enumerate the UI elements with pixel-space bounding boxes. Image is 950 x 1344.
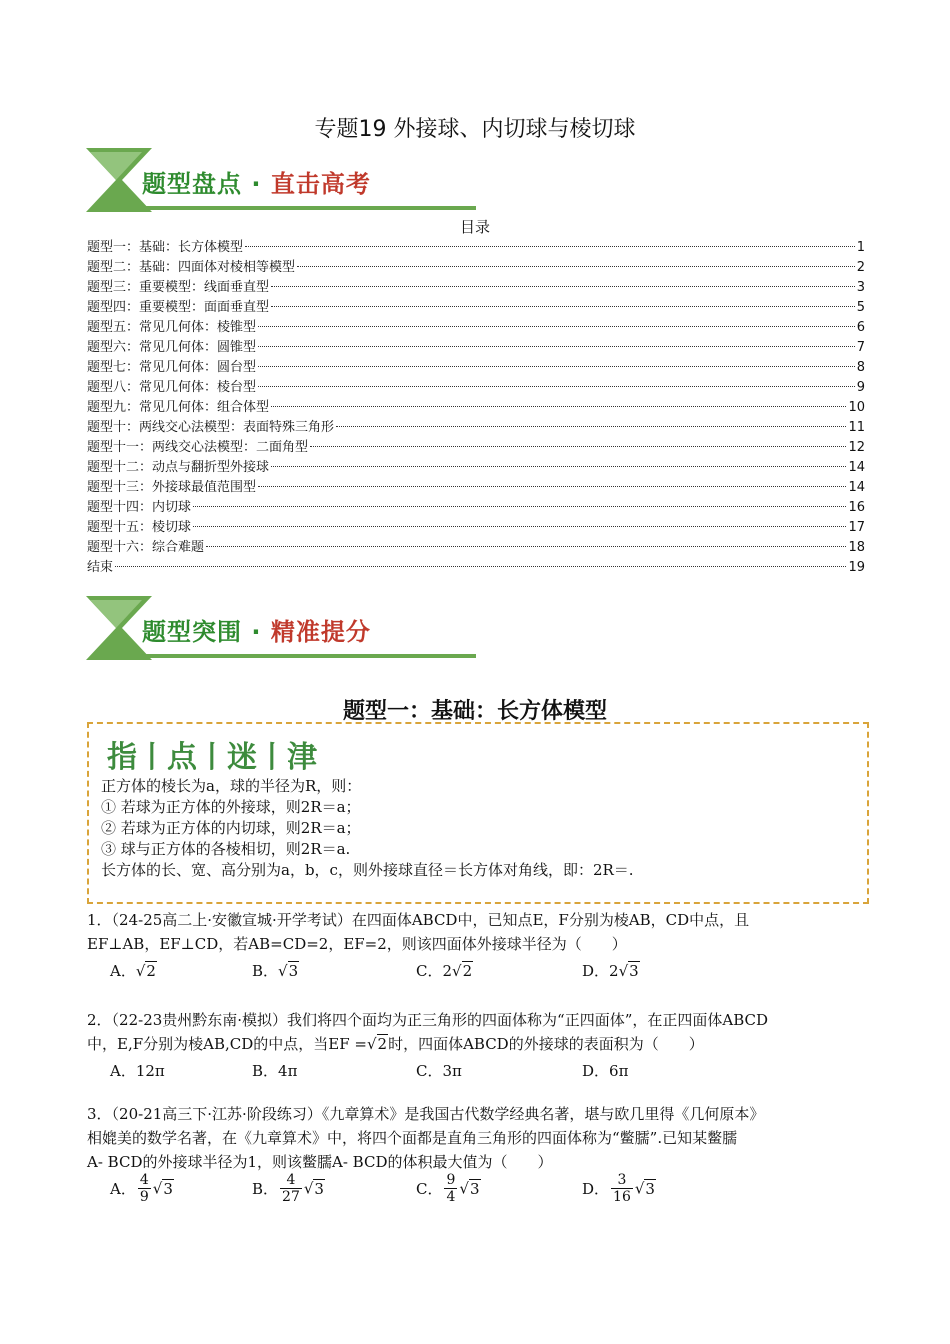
toc-item-label: 题型十六：综合难题 (87, 540, 205, 555)
toc-item-label: 题型十三：外接球最值范围型 (87, 480, 257, 495)
option-b[interactable] (252, 960, 299, 981)
toc-item-label: 题型五：常见几何体：棱锥型 (87, 320, 257, 335)
toc-leader-dots (258, 366, 855, 367)
option-key: A． (110, 1180, 136, 1198)
sqrt-symbol: √ (634, 1179, 645, 1198)
toc-leader-dots (206, 546, 846, 547)
banner-text-part1: 题型盘点 (142, 170, 242, 198)
toc-item[interactable] (87, 336, 865, 356)
tip-line: ③ 球与正方体的各棱相切，则2R＝a. (101, 840, 351, 858)
toc-item-page: 1 (856, 240, 865, 255)
sqrt-symbol: √ (278, 962, 288, 980)
option-value: 4π (278, 1062, 298, 1080)
question-3 (87, 1102, 867, 1174)
toc-leader-dots (193, 526, 846, 527)
banner-text-part1: 题型突围 (142, 618, 242, 646)
toc-leader-dots (115, 566, 846, 567)
toc-leader-dots (271, 286, 855, 287)
toc-item-page: 16 (848, 500, 865, 515)
toc-leader-dots (310, 446, 846, 447)
question-text-part: 中，E,F分别为棱AB,CD的中点，当EF = (87, 1035, 367, 1053)
toc-item[interactable] (87, 376, 865, 396)
toc-item[interactable] (87, 436, 865, 456)
sqrt-symbol: √ (618, 962, 629, 980)
toc-item-page: 8 (856, 360, 865, 375)
tip-line: ② 若球为正方体的内切球，则2R＝a； (101, 819, 361, 837)
toc-item[interactable] (87, 556, 865, 576)
question-text: 1．（24-25高二上·安徽宣城·开学考试）在四面体ABCD中，已知点E，F分别为棱AB，CD中点，且 (87, 911, 750, 929)
toc-item-page: 6 (856, 320, 865, 335)
toc-item[interactable] (87, 456, 865, 476)
toc-leader-dots (297, 266, 855, 267)
toc-item-label: 题型七：常见几何体：圆台型 (87, 360, 257, 375)
toc-item-page: 17 (848, 520, 865, 535)
fraction (280, 1172, 302, 1205)
option-c[interactable] (416, 1172, 481, 1205)
toc-item-page: 2 (856, 260, 865, 275)
option-key: A． (110, 962, 136, 980)
toc-item-label: 题型六：常见几何体：圆锥型 (87, 340, 257, 355)
banner-text-part2: 直击高考 (270, 170, 371, 198)
option-d[interactable] (582, 1060, 628, 1081)
toc-item-page: 10 (848, 400, 865, 415)
sqrt-symbol: √ (135, 962, 146, 980)
option-c[interactable] (416, 960, 473, 981)
option-coef: 2 (609, 962, 619, 980)
toc-item-page: 3 (856, 280, 865, 295)
numerator: 4 (139, 1172, 149, 1188)
option-key: C． (416, 962, 443, 980)
option-b[interactable] (252, 1060, 297, 1081)
banner-text-part2: 精准提分 (270, 618, 371, 646)
toc-item-label: 题型十五：棱切球 (87, 520, 192, 535)
sqrt-symbol: √ (152, 1179, 163, 1198)
toc-item-page: 12 (848, 440, 865, 455)
radicand: 3 (629, 962, 639, 980)
fraction (444, 1172, 457, 1205)
question-text (87, 1032, 867, 1056)
denominator: 27 (282, 1189, 300, 1205)
question-2-options (110, 1060, 810, 1090)
question-text-part: 时，四面体ABCD的外接球的表面积为（ ） (388, 1035, 704, 1053)
denominator: 4 (446, 1189, 456, 1205)
option-value: 3π (442, 1062, 462, 1080)
sqrt-symbol: √ (459, 1179, 469, 1198)
radicand: 3 (314, 1179, 324, 1198)
section-title: 题型一：基础：长方体模型 (342, 699, 607, 724)
toc-item-page: 5 (856, 300, 865, 315)
toc-item[interactable] (87, 256, 865, 276)
option-d[interactable] (582, 1172, 656, 1205)
toc-item[interactable] (87, 496, 865, 516)
radicand: 3 (645, 1179, 655, 1198)
radicand: 3 (469, 1179, 480, 1198)
denominator: 9 (139, 1189, 149, 1205)
toc-item[interactable] (87, 416, 865, 436)
page-title: 专题19 外接球、内切球与棱切球 (314, 117, 636, 142)
toc-item-label: 结束 (87, 560, 114, 575)
toc-item[interactable] (87, 236, 865, 256)
option-coef: 2 (442, 962, 453, 980)
toc-item-label: 题型十二：动点与翻折型外接球 (87, 460, 270, 475)
question-1 (87, 908, 867, 956)
toc-item[interactable] (87, 516, 865, 536)
toc-item-label: 题型十一：两线交心法模型：二面角型 (87, 440, 309, 455)
section-banner-practice (86, 596, 476, 660)
option-key: A． (110, 1062, 136, 1080)
question-text: 2．（22-23贵州黔东南·模拟）我们将四个面均为正三角形的四面体称为“正四面体”，在正四面体ABCD (87, 1011, 769, 1029)
question-text: A- BCD的外接球半径为1，则该鳖臑A- BCD的体积最大值为（ ） (87, 1153, 553, 1171)
tips-box (87, 722, 869, 904)
toc-item-page: 7 (856, 340, 865, 355)
question-2 (87, 1008, 867, 1056)
fraction (611, 1172, 633, 1205)
option-key: D． (582, 1180, 610, 1198)
numerator: 4 (280, 1172, 302, 1189)
toc-item[interactable] (87, 296, 865, 316)
option-key: D． (582, 1062, 610, 1080)
option-c[interactable] (416, 1060, 462, 1081)
question-1-options (110, 960, 810, 990)
tip-line: 长方体的长、宽、高分别为a，b，c，则外接球直径＝长方体对角线，即：2R＝. (101, 861, 634, 879)
toc-item[interactable] (87, 316, 865, 336)
option-key: B． (252, 1062, 279, 1080)
fraction (138, 1172, 151, 1205)
option-value: 12π (135, 1062, 165, 1080)
option-key: C． (416, 1180, 443, 1198)
toc-heading: 目录 (459, 218, 490, 236)
question-3-options (110, 1172, 810, 1216)
toc-item-page: 14 (848, 460, 865, 475)
toc-leader-dots (336, 426, 846, 427)
toc-leader-dots (258, 326, 855, 327)
denominator: 16 (613, 1189, 631, 1205)
toc-item-label: 题型一：基础：长方体模型 (87, 240, 244, 255)
option-d[interactable] (582, 960, 640, 981)
tips-lines (101, 776, 634, 881)
option-a[interactable] (110, 1060, 165, 1081)
toc-item-label: 题型十：两线交心法模型：表面特殊三角形 (87, 420, 335, 435)
radicand: 2 (462, 962, 473, 980)
toc-leader-dots (258, 486, 846, 487)
toc-item[interactable] (87, 476, 865, 496)
option-a[interactable] (110, 1172, 174, 1205)
tip-line: ① 若球为正方体的外接球，则2R＝a； (101, 798, 361, 816)
banner-text-dot: · (251, 170, 262, 198)
question-text: EF⊥AB，EF⊥CD，若AB=CD=2，EF=2，则该四面体外接球半径为（ ） (87, 935, 627, 953)
option-value: 6π (609, 1062, 629, 1080)
numerator: 9 (446, 1172, 456, 1188)
toc-item-label: 题型三：重要模型：线面垂直型 (87, 280, 270, 295)
toc-item[interactable] (87, 276, 865, 296)
toc-item[interactable] (87, 536, 865, 556)
toc-item-page: 18 (848, 540, 865, 555)
sqrt-symbol: √ (452, 962, 462, 980)
section-banner-overview (86, 148, 476, 212)
radicand: 2 (146, 962, 156, 980)
option-key: B． (252, 962, 279, 980)
toc-leader-dots (271, 406, 846, 407)
option-key: D． (582, 962, 610, 980)
toc-item-label: 题型十四：内切球 (87, 500, 192, 515)
banner-text (142, 164, 371, 199)
toc-leader-dots (245, 246, 855, 247)
sqrt-symbol: √ (303, 1179, 314, 1198)
option-key: C． (416, 1062, 443, 1080)
toc-item-page: 14 (848, 480, 865, 495)
option-b[interactable] (252, 1172, 325, 1205)
question-text: 3．（20-21高三下·江苏·阶段练习）《九章算术》是我国古代数学经典名著，堪与欧几里得《几何原本》 (87, 1105, 765, 1123)
banner-text (142, 612, 371, 647)
toc-leader-dots (193, 506, 846, 507)
toc-leader-dots (271, 306, 855, 307)
question-text: 相媲美的数学名著，在《九章算术》中，将四个面都是直角三角形的四面体称为“鳖臑”.已知某鳖臑 (87, 1129, 738, 1147)
toc-item[interactable] (87, 396, 865, 416)
toc-item[interactable] (87, 356, 865, 376)
toc-item-page: 9 (856, 380, 865, 395)
numerator: 3 (611, 1172, 633, 1189)
toc-item-label: 题型九：常见几何体：组合体型 (87, 400, 270, 415)
radicand: 3 (163, 1179, 173, 1198)
tip-line: 正方体的棱长为a，球的半径为R，则： (101, 777, 362, 795)
toc-item-label: 题型二：基础：四面体对棱相等模型 (87, 260, 296, 275)
radicand: 2 (377, 1035, 388, 1053)
banner-text-dot: · (251, 618, 262, 646)
option-a[interactable] (110, 960, 157, 981)
radicand: 3 (288, 962, 299, 980)
toc-item-label: 题型八：常见几何体：棱台型 (87, 380, 257, 395)
toc-leader-dots (271, 466, 846, 467)
tips-title: 指丨点丨迷丨津 (107, 740, 317, 775)
toc-item-label: 题型四：重要模型：面面垂直型 (87, 300, 270, 315)
toc-leader-dots (258, 386, 855, 387)
toc-item-page: 11 (848, 420, 865, 435)
toc-item-page: 19 (848, 560, 865, 575)
toc-leader-dots (258, 346, 855, 347)
table-of-contents (87, 236, 865, 576)
option-key: B． (252, 1180, 279, 1198)
sqrt-symbol: √ (366, 1035, 377, 1053)
